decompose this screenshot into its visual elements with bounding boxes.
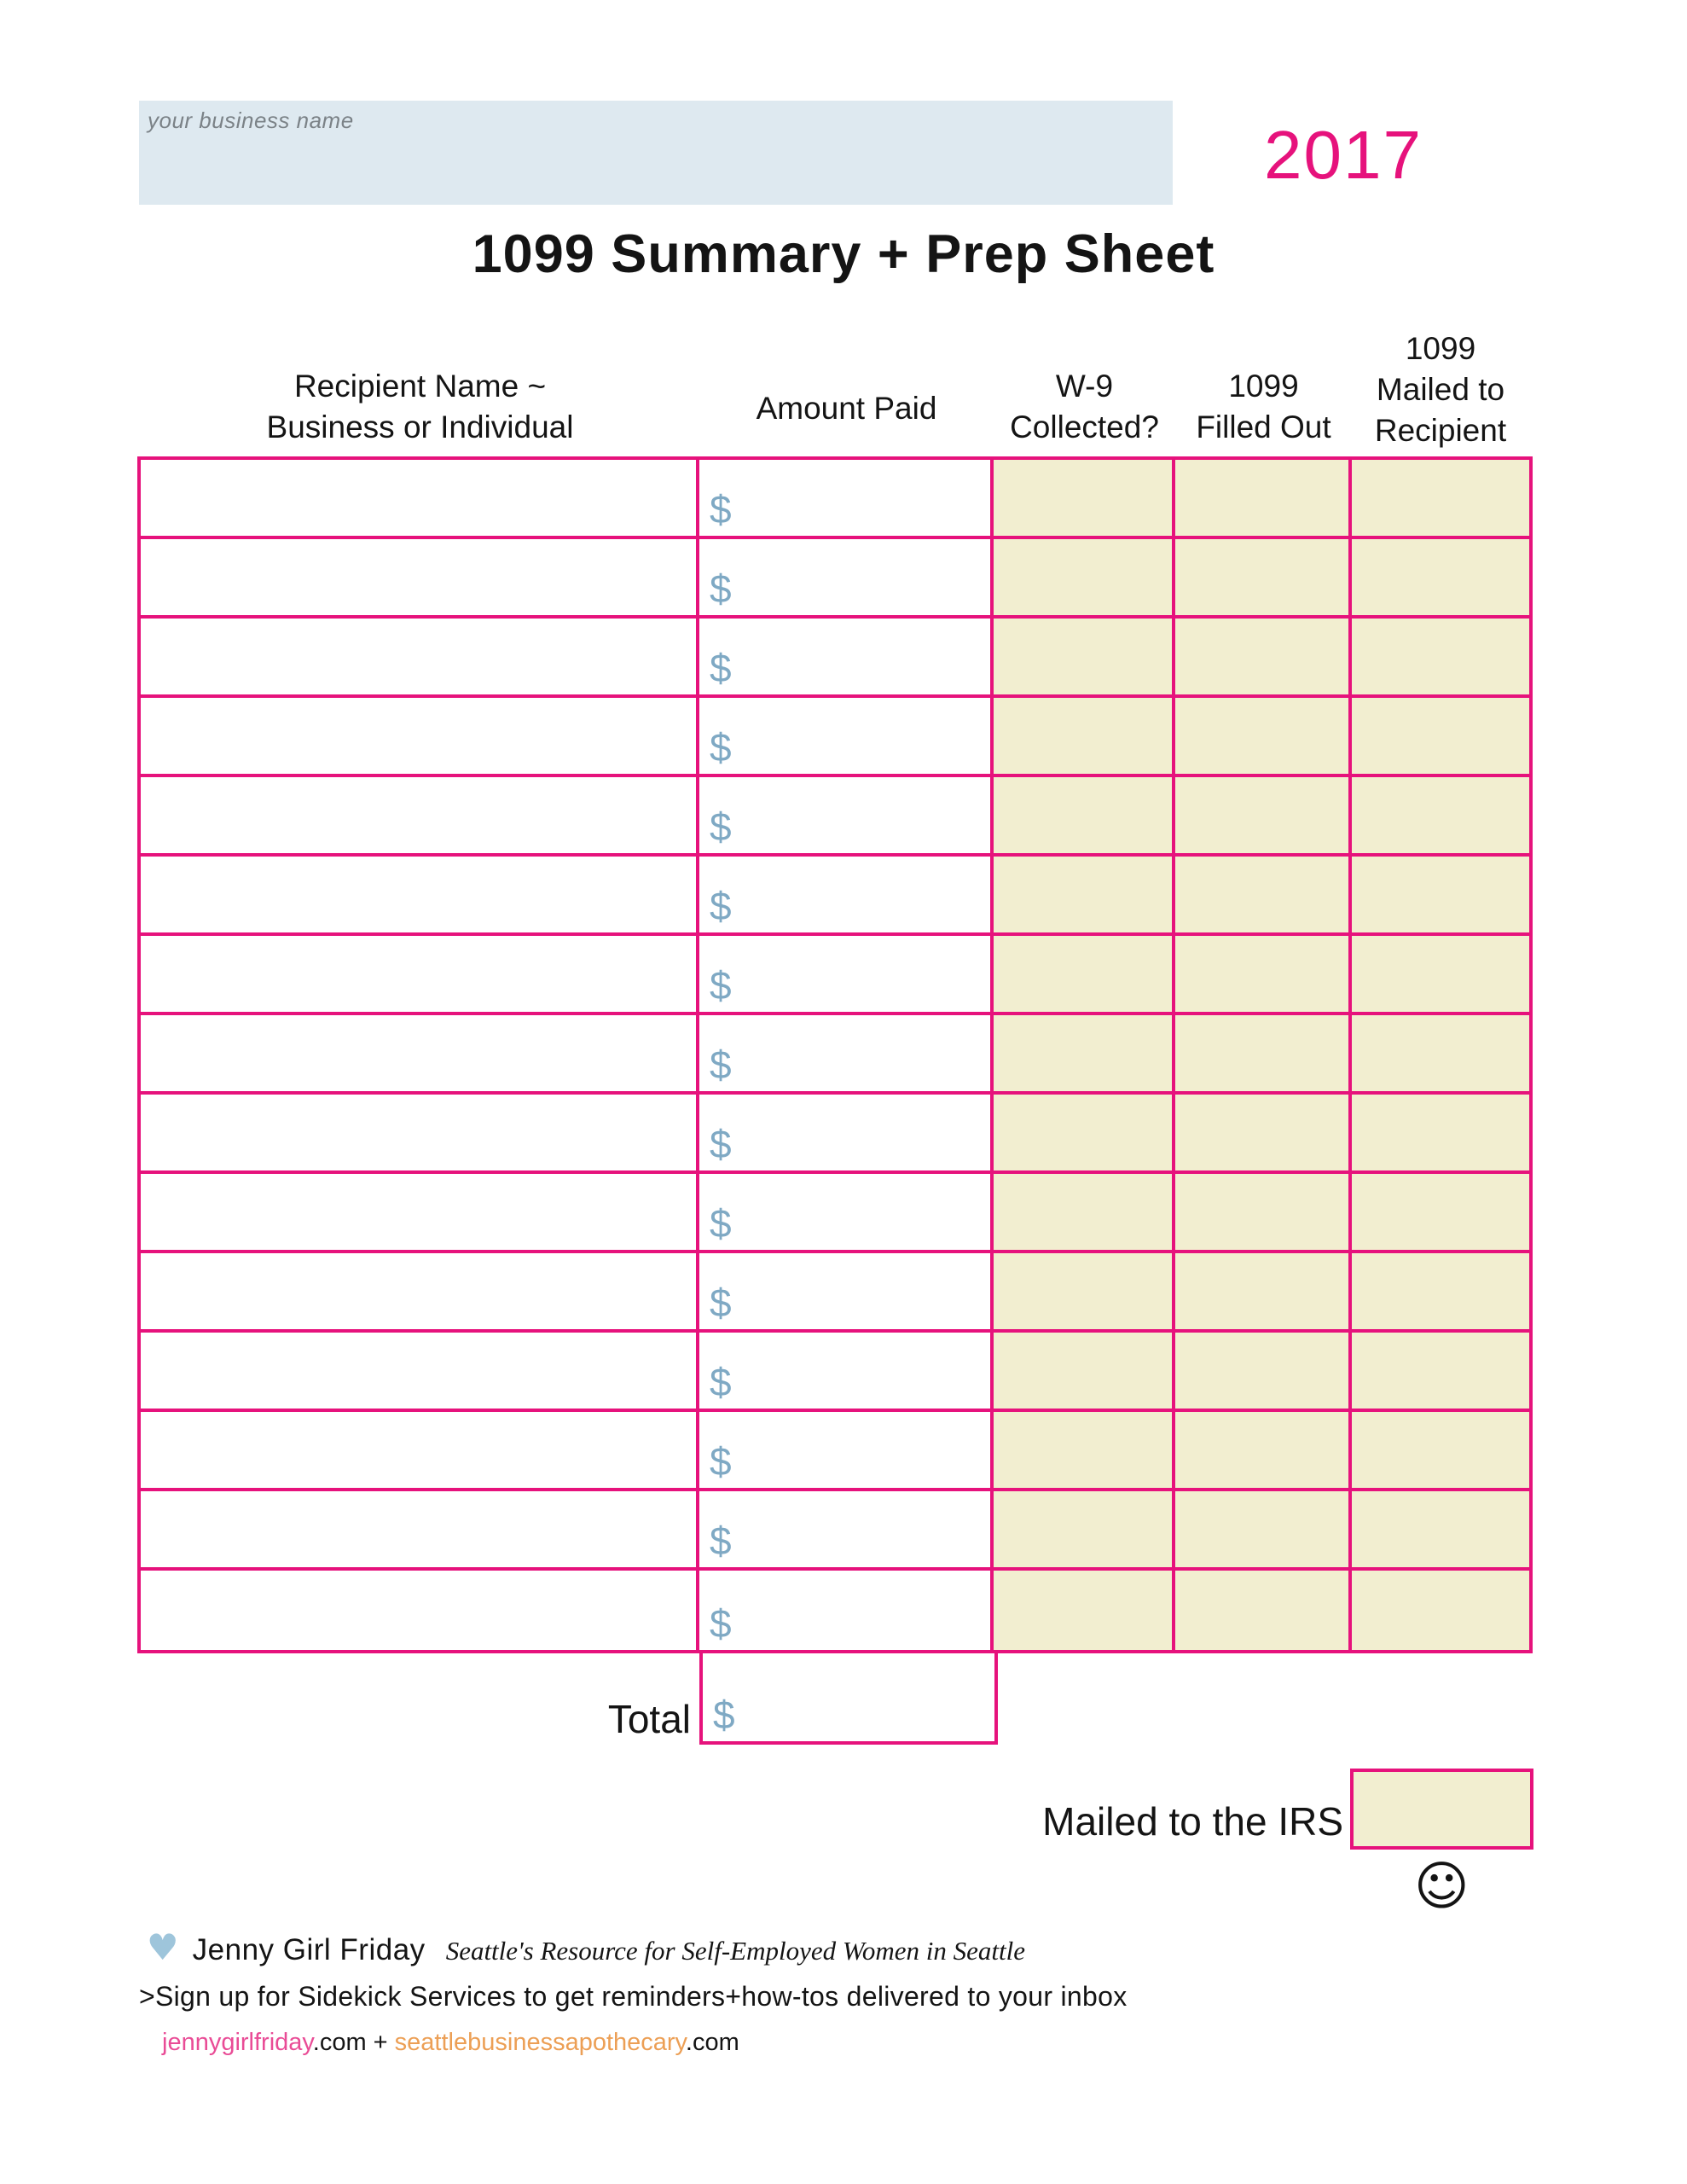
w9-collected-cell[interactable]: [994, 1095, 1175, 1174]
dollar-sign: $: [710, 725, 732, 770]
amount-paid-cell[interactable]: [699, 777, 994, 857]
dollar-sign: $: [710, 1122, 732, 1166]
amount-paid-cell[interactable]: [699, 1253, 994, 1333]
link-jennygirlfriday: jennygirlfriday: [162, 2029, 313, 2056]
1099-filled-out-cell[interactable]: [1175, 857, 1352, 936]
recipient-name-cell[interactable]: [141, 1333, 699, 1412]
table-row: [141, 1412, 1529, 1491]
recipient-name-cell[interactable]: [141, 857, 699, 936]
dollar-sign: $: [710, 1360, 732, 1404]
table-row: [141, 539, 1529, 619]
amount-paid-cell[interactable]: [699, 1015, 994, 1095]
1099-filled-out-cell[interactable]: [1175, 698, 1352, 777]
recipient-name-cell[interactable]: [141, 1015, 699, 1095]
recipient-name-cell[interactable]: [141, 936, 699, 1015]
1099-filled-out-cell[interactable]: [1175, 1571, 1352, 1650]
1099-filled-out-cell[interactable]: [1175, 1253, 1352, 1333]
recipient-name-cell[interactable]: [141, 1095, 699, 1174]
dollar-sign: $: [713, 1693, 735, 1737]
w9-collected-cell[interactable]: [994, 1491, 1175, 1571]
table-row: [141, 1174, 1529, 1253]
irs-label: Mailed to the IRS: [1042, 1799, 1343, 1844]
1099-mailed-cell[interactable]: [1352, 1174, 1529, 1253]
link-seattlebusinessapothecary-tld: .com: [685, 2029, 739, 2056]
year-label: 2017: [1264, 117, 1423, 193]
amount-paid-cell[interactable]: [699, 1095, 994, 1174]
dollar-sign: $: [710, 487, 732, 531]
w9-collected-cell[interactable]: [994, 1253, 1175, 1333]
column-header-w9-collected: W-9 Collected?: [1010, 369, 1159, 444]
1099-mailed-cell[interactable]: [1352, 777, 1529, 857]
1099-mailed-cell[interactable]: [1352, 1491, 1529, 1571]
table-row: [141, 777, 1529, 857]
dollar-sign: $: [710, 1519, 732, 1563]
page-title: 1099 Summary + Prep Sheet: [472, 224, 1215, 284]
1099-filled-out-cell[interactable]: [1175, 539, 1352, 619]
1099-mailed-cell[interactable]: [1352, 1095, 1529, 1174]
dollar-sign: $: [710, 884, 732, 928]
w9-collected-cell[interactable]: [994, 1174, 1175, 1253]
w9-collected-cell[interactable]: [994, 1412, 1175, 1491]
table-row: [141, 619, 1529, 698]
footer-signup-line: >Sign up for Sidekick Services to get reminders+how-tos delivered to your inbox: [139, 1981, 1128, 2012]
1099-filled-out-cell[interactable]: [1175, 619, 1352, 698]
1099-mailed-cell[interactable]: [1352, 619, 1529, 698]
business-name-placeholder: your business name: [148, 107, 354, 133]
irs-mailed-cell[interactable]: [1350, 1769, 1533, 1850]
recipient-name-cell[interactable]: [141, 777, 699, 857]
1099-mailed-cell[interactable]: [1352, 936, 1529, 1015]
dollar-sign: $: [710, 566, 732, 611]
1099-filled-out-cell[interactable]: [1175, 1015, 1352, 1095]
1099-mailed-cell[interactable]: [1352, 460, 1529, 539]
w9-collected-cell[interactable]: [994, 1015, 1175, 1095]
w9-collected-cell[interactable]: [994, 460, 1175, 539]
1099-filled-out-cell[interactable]: [1175, 1174, 1352, 1253]
table-header-row: [137, 327, 1533, 453]
total-amount-cell[interactable]: [699, 1650, 998, 1745]
total-label: Total: [607, 1697, 691, 1741]
w9-collected-cell[interactable]: [994, 539, 1175, 619]
amount-paid-cell[interactable]: [699, 936, 994, 1015]
table-row: [141, 460, 1529, 539]
column-header-recipient: Recipient Name ~ Business or Individual: [266, 369, 574, 444]
1099-mailed-cell[interactable]: [1352, 539, 1529, 619]
amount-paid-cell[interactable]: [699, 1174, 994, 1253]
1099-filled-out-cell[interactable]: [1175, 460, 1352, 539]
w9-collected-cell[interactable]: [994, 936, 1175, 1015]
1099-mailed-cell[interactable]: [1352, 698, 1529, 777]
table-row: [141, 936, 1529, 1015]
brand-tagline: Seattle's Resource for Self-Employed Women in Seattle: [445, 1936, 1025, 1966]
table-row: [141, 1095, 1529, 1174]
amount-paid-cell[interactable]: [699, 857, 994, 936]
table-row: [141, 1253, 1529, 1333]
amount-paid-cell[interactable]: [699, 460, 994, 539]
table-row: [141, 698, 1529, 777]
amount-paid-cell[interactable]: [699, 1333, 994, 1412]
dollar-sign: $: [710, 1043, 732, 1087]
table-row: [141, 1015, 1529, 1095]
amount-paid-cell[interactable]: [699, 619, 994, 698]
dollar-sign: $: [710, 1601, 732, 1646]
recipient-name-cell[interactable]: [141, 1253, 699, 1333]
1099-mailed-cell[interactable]: [1352, 1253, 1529, 1333]
footer-brand-line: [147, 1926, 1025, 1968]
column-header-1099-filled-out: 1099 Filled Out: [1196, 369, 1331, 444]
links-joiner: +: [366, 2029, 395, 2056]
heart-icon: ♥: [147, 1926, 179, 1968]
business-name-field[interactable]: [139, 101, 1173, 205]
recipient-name-cell[interactable]: [141, 1491, 699, 1571]
link-seattlebusinessapothecary: seattlebusinessapothecary: [394, 2029, 686, 2056]
1099-filled-out-cell[interactable]: [1175, 1333, 1352, 1412]
amount-paid-cell[interactable]: [699, 539, 994, 619]
table-row: [141, 1571, 1529, 1650]
1099-filled-out-cell[interactable]: [1175, 1412, 1352, 1491]
1099-mailed-cell[interactable]: [1352, 1333, 1529, 1412]
1099-filled-out-cell[interactable]: [1175, 936, 1352, 1015]
amount-paid-cell[interactable]: [699, 1571, 994, 1650]
1099-mailed-cell[interactable]: [1352, 857, 1529, 936]
w9-collected-cell[interactable]: [994, 1333, 1175, 1412]
1099-mailed-cell[interactable]: [1352, 1015, 1529, 1095]
1099-mailed-cell[interactable]: [1352, 1412, 1529, 1491]
amount-paid-cell[interactable]: [699, 1491, 994, 1571]
table-row: [141, 857, 1529, 936]
column-header-1099-mailed: 1099 Mailed to Recipient: [1374, 331, 1507, 448]
prep-table: [137, 456, 1533, 1653]
dollar-sign: $: [710, 804, 732, 849]
table-row: [141, 1333, 1529, 1412]
smiley-icon: ☺: [1414, 1855, 1470, 1917]
w9-collected-cell[interactable]: [994, 777, 1175, 857]
recipient-name-cell[interactable]: [141, 619, 699, 698]
dollar-sign: $: [710, 1439, 732, 1484]
recipient-name-cell[interactable]: [141, 698, 699, 777]
1099-filled-out-cell[interactable]: [1175, 1491, 1352, 1571]
1099-filled-out-cell[interactable]: [1175, 1095, 1352, 1174]
recipient-name-cell[interactable]: [141, 1174, 699, 1253]
brand-name: Jenny Girl Friday: [192, 1933, 426, 1966]
amount-paid-cell[interactable]: [699, 698, 994, 777]
w9-collected-cell[interactable]: [994, 1571, 1175, 1650]
column-header-amount-paid: Amount Paid: [756, 391, 937, 426]
footer-links-line: [162, 2029, 739, 2057]
1099-filled-out-cell[interactable]: [1175, 777, 1352, 857]
dollar-sign: $: [710, 963, 732, 1008]
table-row: [141, 1491, 1529, 1571]
1099-mailed-cell[interactable]: [1352, 1571, 1529, 1650]
amount-paid-cell[interactable]: [699, 1412, 994, 1491]
link-jennygirlfriday-tld: .com: [312, 2029, 367, 2056]
dollar-sign: $: [710, 646, 732, 690]
recipient-name-cell[interactable]: [141, 460, 699, 539]
dollar-sign: $: [710, 1281, 732, 1325]
w9-collected-cell[interactable]: [994, 698, 1175, 777]
w9-collected-cell[interactable]: [994, 857, 1175, 936]
recipient-name-cell[interactable]: [141, 539, 699, 619]
dollar-sign: $: [710, 1201, 732, 1246]
w9-collected-cell[interactable]: [994, 619, 1175, 698]
recipient-name-cell[interactable]: [141, 1571, 699, 1650]
recipient-name-cell[interactable]: [141, 1412, 699, 1491]
